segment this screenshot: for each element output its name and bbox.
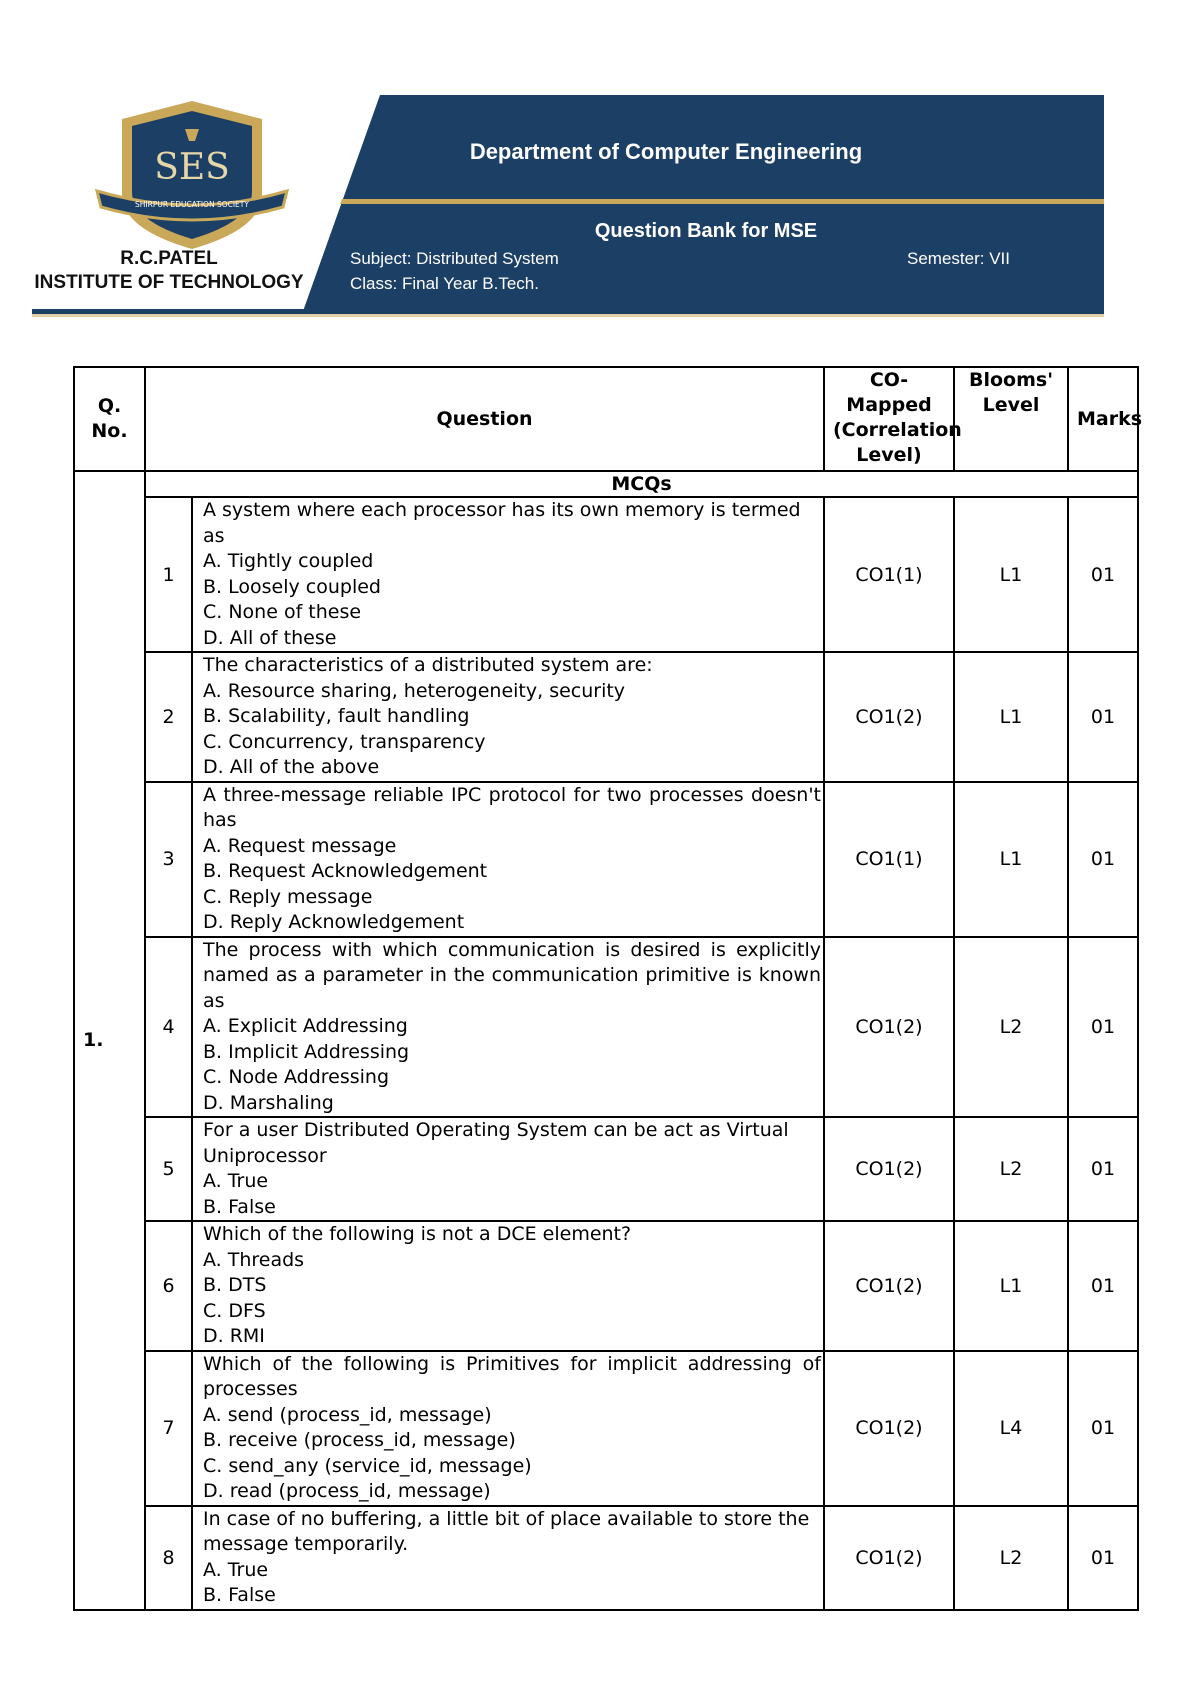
section-title: MCQs xyxy=(145,471,1138,497)
class-line: Class: Final Year B.Tech. xyxy=(350,274,539,293)
institute-name-line2: INSTITUTE OF TECHNOLOGY xyxy=(34,272,304,293)
answer-option: A. Tightly coupled xyxy=(203,550,374,572)
marks-cell: 01 xyxy=(1068,497,1138,652)
answer-option: D. RMI xyxy=(203,1325,265,1347)
question-text-cell xyxy=(192,652,824,782)
marks-cell: 01 xyxy=(1068,782,1138,937)
answer-option: B. Request Acknowledgement xyxy=(203,860,488,882)
question-text-cell xyxy=(192,497,824,652)
institute-name xyxy=(32,247,306,295)
marks-cell: 01 xyxy=(1068,1117,1138,1221)
section-row xyxy=(74,471,1138,497)
marks-cell: 01 xyxy=(1068,937,1138,1118)
blooms-level-cell: L1 xyxy=(954,497,1068,652)
blooms-level-cell: L4 xyxy=(954,1351,1068,1506)
co-mapped-cell: CO1(2) xyxy=(824,937,954,1118)
question-row xyxy=(74,937,1138,1118)
institute-logo xyxy=(87,99,297,249)
question-row xyxy=(74,1351,1138,1506)
question-row xyxy=(74,652,1138,782)
question-stem: The characteristics of a distributed system are: xyxy=(203,654,653,676)
question-text-cell xyxy=(192,782,824,937)
co-mapped-cell: CO1(2) xyxy=(824,1117,954,1221)
answer-option: A. True xyxy=(203,1170,269,1192)
institute-name-line1: R.C.PATEL xyxy=(120,248,218,269)
question-text-cell xyxy=(192,1221,824,1351)
co-mapped-cell: CO1(1) xyxy=(824,782,954,937)
marks-cell: 01 xyxy=(1068,1506,1138,1610)
blooms-level-cell: L2 xyxy=(954,937,1068,1118)
document-title: Question Bank for MSE xyxy=(594,220,818,242)
answer-option: B. False xyxy=(203,1195,276,1218)
answer-option: A. Resource sharing, heterogeneity, security xyxy=(203,679,626,702)
question-stem: A system where each processor has its own memory is termed as xyxy=(203,499,801,547)
question-stem: Which of the following is Primitives for implicit addressing of processes xyxy=(203,1352,821,1400)
answer-option: B. receive (process_id, message) xyxy=(203,1429,516,1451)
answer-option: C. Node Addressing xyxy=(203,1066,390,1088)
marks-cell: 01 xyxy=(1068,1221,1138,1351)
question-number: 5 xyxy=(145,1117,192,1221)
co-mapped-cell: CO1(2) xyxy=(824,1221,954,1351)
question-row xyxy=(74,497,1138,652)
question-number: 7 xyxy=(145,1351,192,1506)
marks-cell: 01 xyxy=(1068,1351,1138,1506)
co-mapped-cell: CO1(2) xyxy=(824,652,954,782)
question-number: 6 xyxy=(145,1221,192,1351)
co-mapped-cell: CO1(2) xyxy=(824,1506,954,1610)
table-header-row xyxy=(74,367,1138,471)
question-text-cell xyxy=(192,937,824,1118)
question-stem: The process with which communication is desired is explicitly named as a parameter in the communication primitive is known as xyxy=(203,938,821,1012)
co-mapped-cell: CO1(1) xyxy=(824,497,954,652)
blooms-level-cell: L1 xyxy=(954,1221,1068,1351)
question-stem: A three-message reliable IPC protocol for two processes doesn't has xyxy=(203,783,821,831)
subject-line: Subject: Distributed System xyxy=(350,249,559,268)
question-stem: In case of no buffering, a little bit of place available to store the message temporarily. xyxy=(203,1507,810,1555)
blooms-level-cell: L1 xyxy=(954,652,1068,782)
document-header xyxy=(32,95,1104,317)
question-number: 1 xyxy=(145,497,192,652)
answer-option: B. Loosely coupled xyxy=(203,575,381,598)
answer-option: B. Scalability, fault handling xyxy=(203,705,470,727)
answer-option: C. send_any (service_id, message) xyxy=(203,1454,532,1477)
header-qno: Q. No. xyxy=(74,367,145,471)
answer-option: A. Threads xyxy=(203,1248,305,1271)
department-title: Department of Computer Engineering xyxy=(469,139,863,164)
header-co-mapped: CO-Mapped (Correlation Level) xyxy=(824,367,954,471)
co-mapped-cell: CO1(2) xyxy=(824,1351,954,1506)
section-number: 1. xyxy=(74,471,145,1610)
question-bank-table xyxy=(73,366,1143,1611)
logo-ribbon-text: SHIRPUR EDUCATION SOCIETY xyxy=(135,200,249,209)
answer-option: D. All of these xyxy=(203,626,337,649)
marks-cell: 01 xyxy=(1068,652,1138,782)
question-row xyxy=(74,1506,1138,1610)
answer-option: B. False xyxy=(203,1584,276,1606)
question-text-cell xyxy=(192,1506,824,1610)
logo-text: SES xyxy=(154,147,230,188)
answer-option: C. Reply message xyxy=(203,885,373,908)
semester-line: Semester: VII xyxy=(907,249,1010,268)
header-question: Question xyxy=(145,367,824,471)
answer-option: B. DTS xyxy=(203,1274,267,1296)
answer-option: C. Concurrency, transparency xyxy=(203,730,486,753)
question-row xyxy=(74,1221,1138,1351)
blooms-level-cell: L2 xyxy=(954,1506,1068,1610)
answer-option: D. All of the above xyxy=(203,756,380,778)
blooms-level-cell: L2 xyxy=(954,1117,1068,1221)
question-number: 4 xyxy=(145,937,192,1118)
question-stem: For a user Distributed Operating System can be act as Virtual Uniprocessor xyxy=(203,1119,789,1167)
question-number: 8 xyxy=(145,1506,192,1610)
header-marks: Marks xyxy=(1068,367,1138,471)
answer-option: D. read (process_id, message) xyxy=(203,1480,491,1502)
question-number: 3 xyxy=(145,782,192,937)
blooms-level-cell: L1 xyxy=(954,782,1068,937)
question-row xyxy=(74,782,1138,937)
question-text-cell xyxy=(192,1351,824,1506)
answer-option: A. Request message xyxy=(203,834,397,857)
answer-option: D. Marshaling xyxy=(203,1091,334,1114)
answer-option: B. Implicit Addressing xyxy=(203,1040,410,1063)
question-stem: Which of the following is not a DCE element? xyxy=(203,1223,632,1245)
answer-option: A. send (process_id, message) xyxy=(203,1403,492,1426)
header-blooms-level: Blooms' Level xyxy=(954,367,1068,471)
answer-option: C. None of these xyxy=(203,601,362,623)
answer-option: A. Explicit Addressing xyxy=(203,1015,408,1037)
question-row xyxy=(74,1117,1138,1221)
answer-option: A. True xyxy=(203,1558,269,1581)
question-number: 2 xyxy=(145,652,192,782)
answer-option: C. DFS xyxy=(203,1299,266,1322)
answer-option: D. Reply Acknowledgement xyxy=(203,911,465,933)
question-text-cell xyxy=(192,1117,824,1221)
